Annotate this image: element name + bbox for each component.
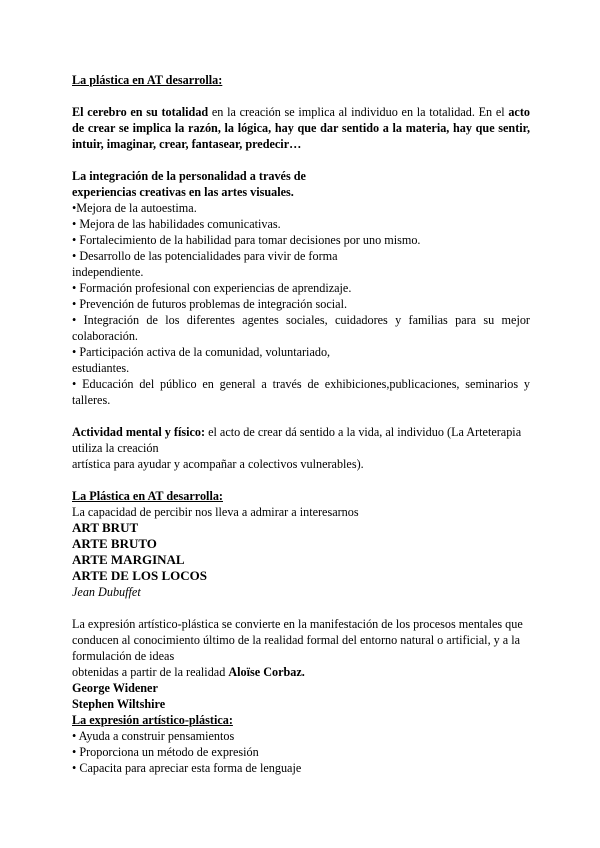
intro-text-1: en la creación se implica al individuo en la totalidad. En el — [208, 105, 509, 119]
expression-paragraph-2 — [72, 664, 530, 680]
art-term: ARTE MARGINAL — [72, 552, 185, 567]
activity-paragraph — [72, 424, 530, 456]
integration-heading-2: experiencias creativas en las artes visuales. — [72, 185, 294, 199]
author-name: Jean Dubuffet — [72, 585, 141, 599]
integration-list — [72, 200, 530, 408]
list-item: • Capacita para apreciar esta forma de lenguaje — [72, 761, 302, 775]
expression-subtitle: La expresión artístico-plástica: — [72, 713, 233, 727]
list-item: • Fortalecimiento de la habilidad para tomar decisiones por uno mismo. — [72, 233, 421, 247]
list-item: • Ayuda a construir pensamientos — [72, 729, 235, 743]
art-term: ARTE DE LOS LOCOS — [72, 568, 207, 583]
integration-heading-1: La integración de la personalidad a través de — [72, 169, 306, 183]
list-item: estudiantes. — [72, 361, 130, 375]
activity-label: Actividad mental y físico: — [72, 425, 206, 439]
art-term: ART BRUT — [72, 520, 139, 535]
art-term: ARTE BRUTO — [72, 536, 157, 551]
section-title-2: La Plástica en AT desarrolla: — [72, 489, 223, 503]
list-item: •Mejora de la autoestima. — [72, 201, 197, 215]
section-title: La plástica en AT desarrolla: — [72, 73, 223, 87]
expression-paragraph: La expresión artístico-plástica se convierte en la manifestación de los procesos mentales que conducen al conocimiento último de la realidad formal del entorno natural o artificial, y a la formulación de ideas — [72, 617, 523, 663]
expression-text: obtenidas a partir de la realidad — [72, 665, 229, 679]
list-item: • Prevención de futuros problemas de integración social. — [72, 297, 348, 311]
list-item: • Proporciona un método de expresión — [72, 745, 259, 759]
list-item: • Integración de los diferentes agentes sociales, cuidadores y familias para su mejor colaboración. — [72, 313, 530, 343]
artist-name: George Widener — [72, 681, 158, 695]
perception-line: La capacidad de percibir nos lleva a admirar a interesarnos — [72, 505, 359, 519]
intro-bold-1: El cerebro en su totalidad — [72, 105, 209, 119]
document-body — [72, 72, 530, 776]
list-item: • Participación activa de la comunidad, voluntariado, — [72, 345, 331, 359]
expression-list — [72, 728, 530, 776]
activity-text-2: artística para ayudar y acompañar a colectivos vulnerables). — [72, 457, 364, 471]
list-item: • Educación del público en general a través de exhibiciones,publicaciones, seminarios y talleres. — [72, 377, 530, 407]
intro-paragraph — [72, 104, 530, 152]
artist-name: Aloïse Corbaz. — [228, 665, 305, 679]
list-item: • Mejora de las habilidades comunicativas. — [72, 217, 281, 231]
intro-bold-2: acto de crear se implica la razón, la lógica, hay que dar sentido a la materia, hay que sentir, intuir, imaginar, crear, fantasear, predecir… — [72, 105, 530, 151]
artist-name: Stephen Wiltshire — [72, 697, 166, 711]
list-item: independiente. — [72, 265, 144, 279]
art-terms-list — [72, 520, 530, 584]
list-item: • Desarrollo de las potencialidades para vivir de forma — [72, 249, 338, 263]
list-item: • Formación profesional con experiencias de aprendizaje. — [72, 281, 352, 295]
activity-text-1: el acto de crear dá sentido a la vida, al individuo (La Arteterapia utiliza la creación — [72, 425, 522, 455]
